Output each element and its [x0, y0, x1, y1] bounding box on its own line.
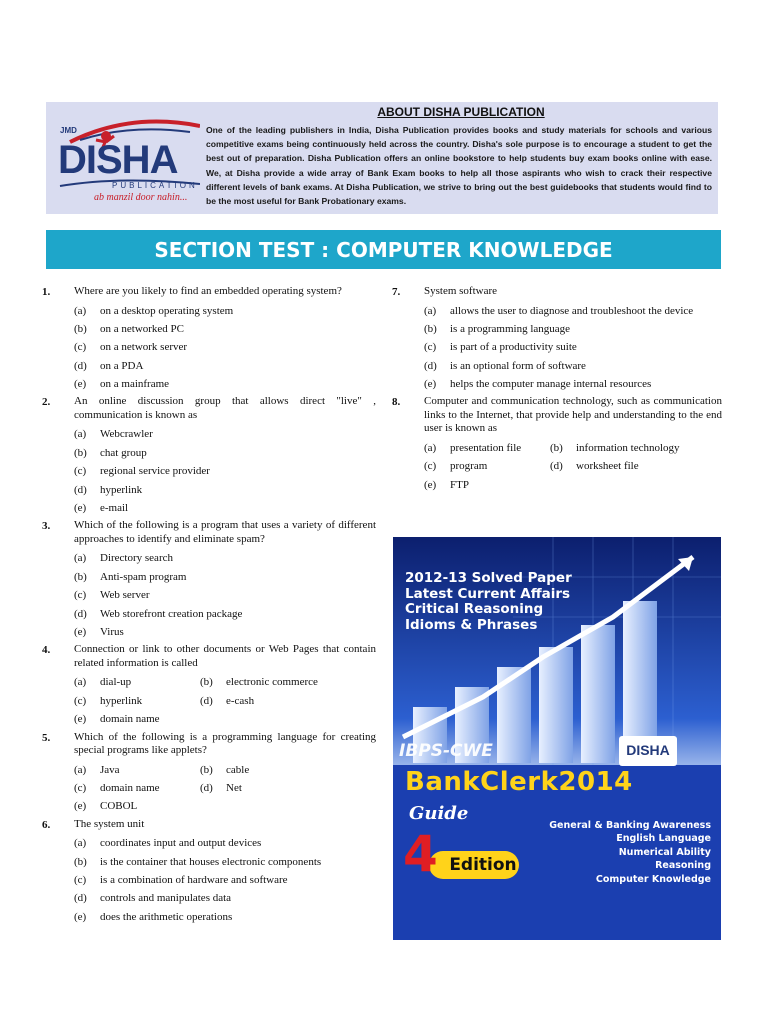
- option-item: (d) on a PDA: [74, 359, 144, 372]
- about-box: [46, 102, 718, 214]
- option-item: (d) is an optional form of software: [424, 359, 586, 372]
- option-item: (d) Web storefront creation package: [74, 607, 243, 620]
- question-text: Computer and communication technology, such as communication links to the Internet, that provide help and understanding to the end user is known as: [424, 395, 722, 435]
- question-6: [42, 816, 376, 835]
- logo-publication: PUBLICATION: [112, 181, 198, 190]
- option-item: (c) is part of a productivity suite: [424, 341, 577, 354]
- option-row: (a) Java (b) cable: [74, 763, 250, 776]
- question-4: [42, 641, 376, 673]
- question-text: The system unit: [74, 817, 145, 830]
- about-body: One of the leading publishers in India, Disha Publication provides books and study materials for schools and various competitive exams being continuously held across the country. Disha's sole purpose is to encourage a student to get the best out of preparation. Disha Publication offers an online bookstore to help students buy exam books online with ease. We, at Disha provide a wide array of Bank Exam books to help all those aspirants who wish to crack their respective different levels of bank exams. At Disha Publication, we strive to bring out the best guidebooks that students would find to be the most useful for Bank Probationary exams.: [206, 125, 712, 207]
- option-item: (d) controls and manipulates data: [74, 892, 232, 905]
- book-cover: [393, 537, 721, 940]
- question-number: 1.: [42, 286, 51, 298]
- disha-logo: [50, 118, 200, 204]
- question-number: 4.: [42, 644, 51, 657]
- question-number: 3.: [42, 520, 51, 533]
- option-row: (a) presentation file (b) information technology: [424, 441, 680, 454]
- about-title: ABOUT DISHA PUBLICATION: [377, 105, 545, 119]
- option-item: (c) Web server: [74, 589, 150, 602]
- cover-headline: 2012-13 Solved Paper Latest Current Affairs Critical Reasoning Idioms & Phrases: [405, 570, 572, 633]
- option-item: (a) allows the user to diagnose and troubleshoot the device: [424, 304, 694, 317]
- cover-title: BankClerk2014: [405, 767, 633, 797]
- question-5: [42, 729, 376, 761]
- option-item: (a) on a desktop operating system: [74, 304, 234, 317]
- option-item: (c) regional service provider: [74, 465, 210, 478]
- question-text: Which of the following is a programming language for creating special programs like applets?: [74, 730, 376, 757]
- option-row: (c) domain name (d) Net: [74, 781, 242, 794]
- question-text: An online discussion group that allows direct "live" , communication is known as: [74, 395, 376, 421]
- question-number: 8.: [392, 396, 401, 409]
- option-item: (e) domain name: [74, 713, 160, 726]
- question-text: Where are you likely to find an embedded operating system?: [74, 285, 342, 297]
- option-item: (a) coordinates input and output devices: [74, 837, 262, 850]
- option-item: (a) Directory search: [74, 552, 173, 565]
- logo-name: DISHA: [58, 138, 178, 182]
- option-item: (b) is the container that houses electronic components: [74, 855, 322, 868]
- edition-badge: Edition: [429, 851, 519, 879]
- question-text: System software: [424, 285, 498, 297]
- option-item: (e) does the arithmetic operations: [74, 910, 233, 923]
- question-3: [42, 517, 376, 549]
- question-number: 7.: [392, 286, 401, 298]
- cover-topics: General & Banking Awareness English Language Numerical Ability Reasoning Computer Knowledge: [549, 820, 711, 885]
- option-item: (c) on a network server: [74, 341, 188, 354]
- option-item: (e) COBOL: [74, 800, 138, 813]
- questions-right-column: [392, 283, 722, 494]
- option-item: (e) helps the computer manage internal resources: [424, 378, 652, 391]
- option-item: (d) hyperlink: [74, 483, 143, 496]
- questions-left-column: [42, 283, 376, 926]
- question-text: Connection or link to other documents or Web Pages that contain related information is called: [74, 643, 376, 669]
- question-number: 5.: [42, 731, 51, 744]
- option-item: (e) Virus: [74, 625, 124, 638]
- option-item: (c) is a combination of hardware and software: [74, 873, 288, 886]
- option-item: (b) on a networked PC: [74, 322, 185, 335]
- question-number: 6.: [42, 818, 51, 831]
- question-number: 2.: [42, 396, 51, 409]
- logo-tagline: ab manzil door nahin...: [94, 192, 188, 203]
- option-item: (e) on a mainframe: [74, 378, 170, 391]
- option-item: (b) chat group: [74, 446, 147, 459]
- question-7: [392, 283, 722, 302]
- logo-jmd: JMD: [60, 126, 77, 135]
- question-8: [392, 393, 722, 439]
- question-2: [42, 393, 376, 425]
- option-item: (a) Webcrawler: [74, 428, 153, 441]
- option-row: (c) hyperlink (d) e-cash: [74, 694, 255, 707]
- option-item: (b) Anti-spam program: [74, 570, 187, 583]
- cover-logo: DISHA: [619, 736, 677, 766]
- option-item: (b) is a programming language: [424, 322, 571, 335]
- question-1: [42, 283, 376, 302]
- option-item: (e) FTP: [424, 478, 469, 491]
- edition-number: 4: [403, 825, 438, 883]
- option-row: (a) dial-up (b) electronic commerce: [74, 676, 318, 689]
- cover-series: IBPS-CWE: [399, 741, 493, 761]
- cover-guide: Guide: [409, 803, 469, 824]
- option-item: (e) e-mail: [74, 502, 129, 515]
- option-row: (c) program (d) worksheet file: [424, 460, 639, 473]
- section-title: SECTION TEST : COMPUTER KNOWLEDGE: [46, 230, 721, 269]
- question-text: Which of the following is a program that uses a variety of different approaches to identify and eliminate spam?: [74, 519, 376, 545]
